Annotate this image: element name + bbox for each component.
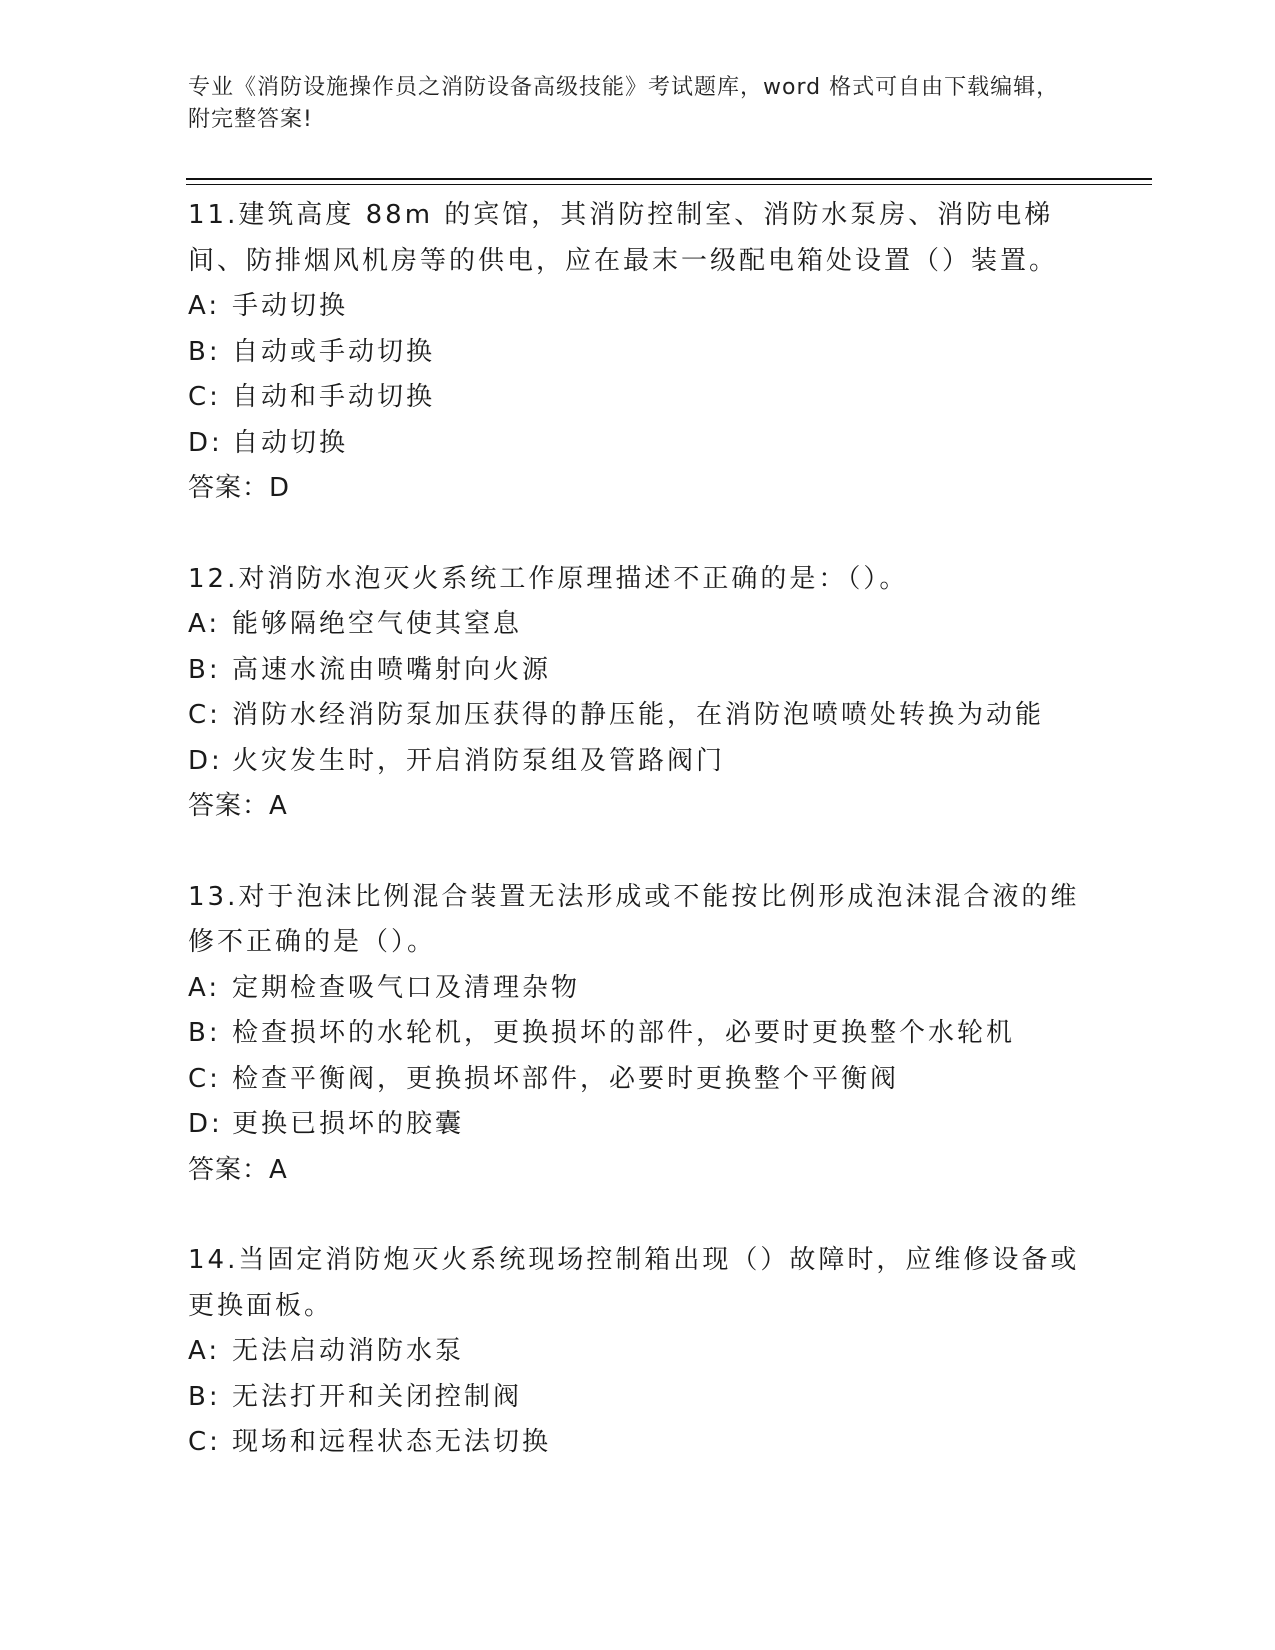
option-c bbox=[188, 1057, 1088, 1103]
option-text: 自动和手动切换 bbox=[232, 382, 436, 412]
option-b bbox=[188, 1011, 1088, 1057]
question-stem: 11.建筑高度 88m 的宾馆，其消防控制室、消防水泵房、消防电梯间、防排烟风机房等的供电，应在最末一级配电箱处设置（）装置。 bbox=[188, 200, 1059, 276]
option-text: 无法打开和关闭控制阀 bbox=[232, 1381, 523, 1412]
option-letter: D: bbox=[188, 745, 223, 776]
option-c bbox=[188, 375, 1088, 421]
option-letter: A: bbox=[188, 1336, 221, 1366]
option-letter: C: bbox=[188, 1427, 221, 1457]
option-text: 火灾发生时，开启消防泵组及管路阀门 bbox=[232, 745, 726, 776]
question-14 bbox=[188, 1238, 1088, 1466]
option-text: 检查损坏的水轮机，更换损坏的部件，必要时更换整个水轮机 bbox=[232, 1018, 1016, 1048]
option-letter: A: bbox=[188, 291, 221, 321]
option-letter: D: bbox=[188, 1109, 223, 1139]
question-stem: 12.对消防水泡灭火系统工作原理描述不正确的是：（）。 bbox=[188, 563, 909, 594]
answer-line: 答案：A bbox=[188, 1154, 288, 1185]
option-b bbox=[188, 648, 1088, 694]
header-divider-thin bbox=[186, 184, 1152, 185]
option-d bbox=[188, 1102, 1088, 1148]
question-stem: 13.对于泡沫比例混合装置无法形成或不能按比例形成泡沫混合液的维修不正确的是（）。 bbox=[188, 881, 1080, 957]
option-letter: C: bbox=[188, 700, 221, 730]
answer-line: 答案：A bbox=[188, 791, 288, 821]
option-letter: D: bbox=[188, 427, 223, 458]
option-text: 手动切换 bbox=[232, 291, 349, 321]
option-text: 自动切换 bbox=[232, 427, 349, 458]
option-letter: B: bbox=[188, 1381, 221, 1412]
question-stem: 14.当固定消防炮灭火系统现场控制箱出现（）故障时，应维修设备或更换面板。 bbox=[188, 1245, 1080, 1321]
option-text: 检查平衡阀，更换损坏部件，必要时更换整个平衡阀 bbox=[232, 1063, 900, 1094]
option-a bbox=[188, 284, 1088, 330]
option-b bbox=[188, 1375, 1088, 1421]
option-letter: C: bbox=[188, 382, 221, 412]
question-list bbox=[188, 193, 1088, 1511]
header-note: 专业《消防设施操作员之消防设备高级技能》考试题库，word 格式可自由下载编辑，附完整答案! bbox=[188, 75, 1060, 132]
option-letter: A: bbox=[188, 609, 221, 639]
option-d bbox=[188, 421, 1088, 467]
option-c bbox=[188, 1420, 1088, 1466]
option-b bbox=[188, 330, 1088, 376]
option-text: 定期检查吸气口及清理杂物 bbox=[232, 972, 581, 1003]
question-12 bbox=[188, 557, 1088, 830]
question-13 bbox=[188, 875, 1088, 1194]
option-a bbox=[188, 1329, 1088, 1375]
option-a bbox=[188, 966, 1088, 1012]
answer-line: 答案：D bbox=[188, 473, 291, 503]
option-c bbox=[188, 693, 1088, 739]
option-letter: C: bbox=[188, 1063, 221, 1094]
header-divider-thick bbox=[186, 178, 1152, 180]
option-letter: A: bbox=[188, 972, 221, 1003]
option-text: 现场和远程状态无法切换 bbox=[232, 1427, 552, 1457]
option-text: 高速水流由喷嘴射向火源 bbox=[232, 654, 552, 685]
option-letter: B: bbox=[188, 1018, 221, 1048]
option-text: 无法启动消防水泵 bbox=[232, 1336, 465, 1366]
question-11 bbox=[188, 193, 1088, 512]
option-text: 消防水经消防泵加压获得的静压能，在消防泡喷喷处转换为动能 bbox=[232, 700, 1045, 730]
option-letter: B: bbox=[188, 654, 221, 685]
option-text: 自动或手动切换 bbox=[232, 336, 436, 367]
option-a bbox=[188, 602, 1088, 648]
option-text: 能够隔绝空气使其窒息 bbox=[232, 609, 523, 639]
option-letter: B: bbox=[188, 336, 221, 367]
option-d bbox=[188, 739, 1088, 785]
option-text: 更换已损坏的胶囊 bbox=[232, 1109, 465, 1139]
